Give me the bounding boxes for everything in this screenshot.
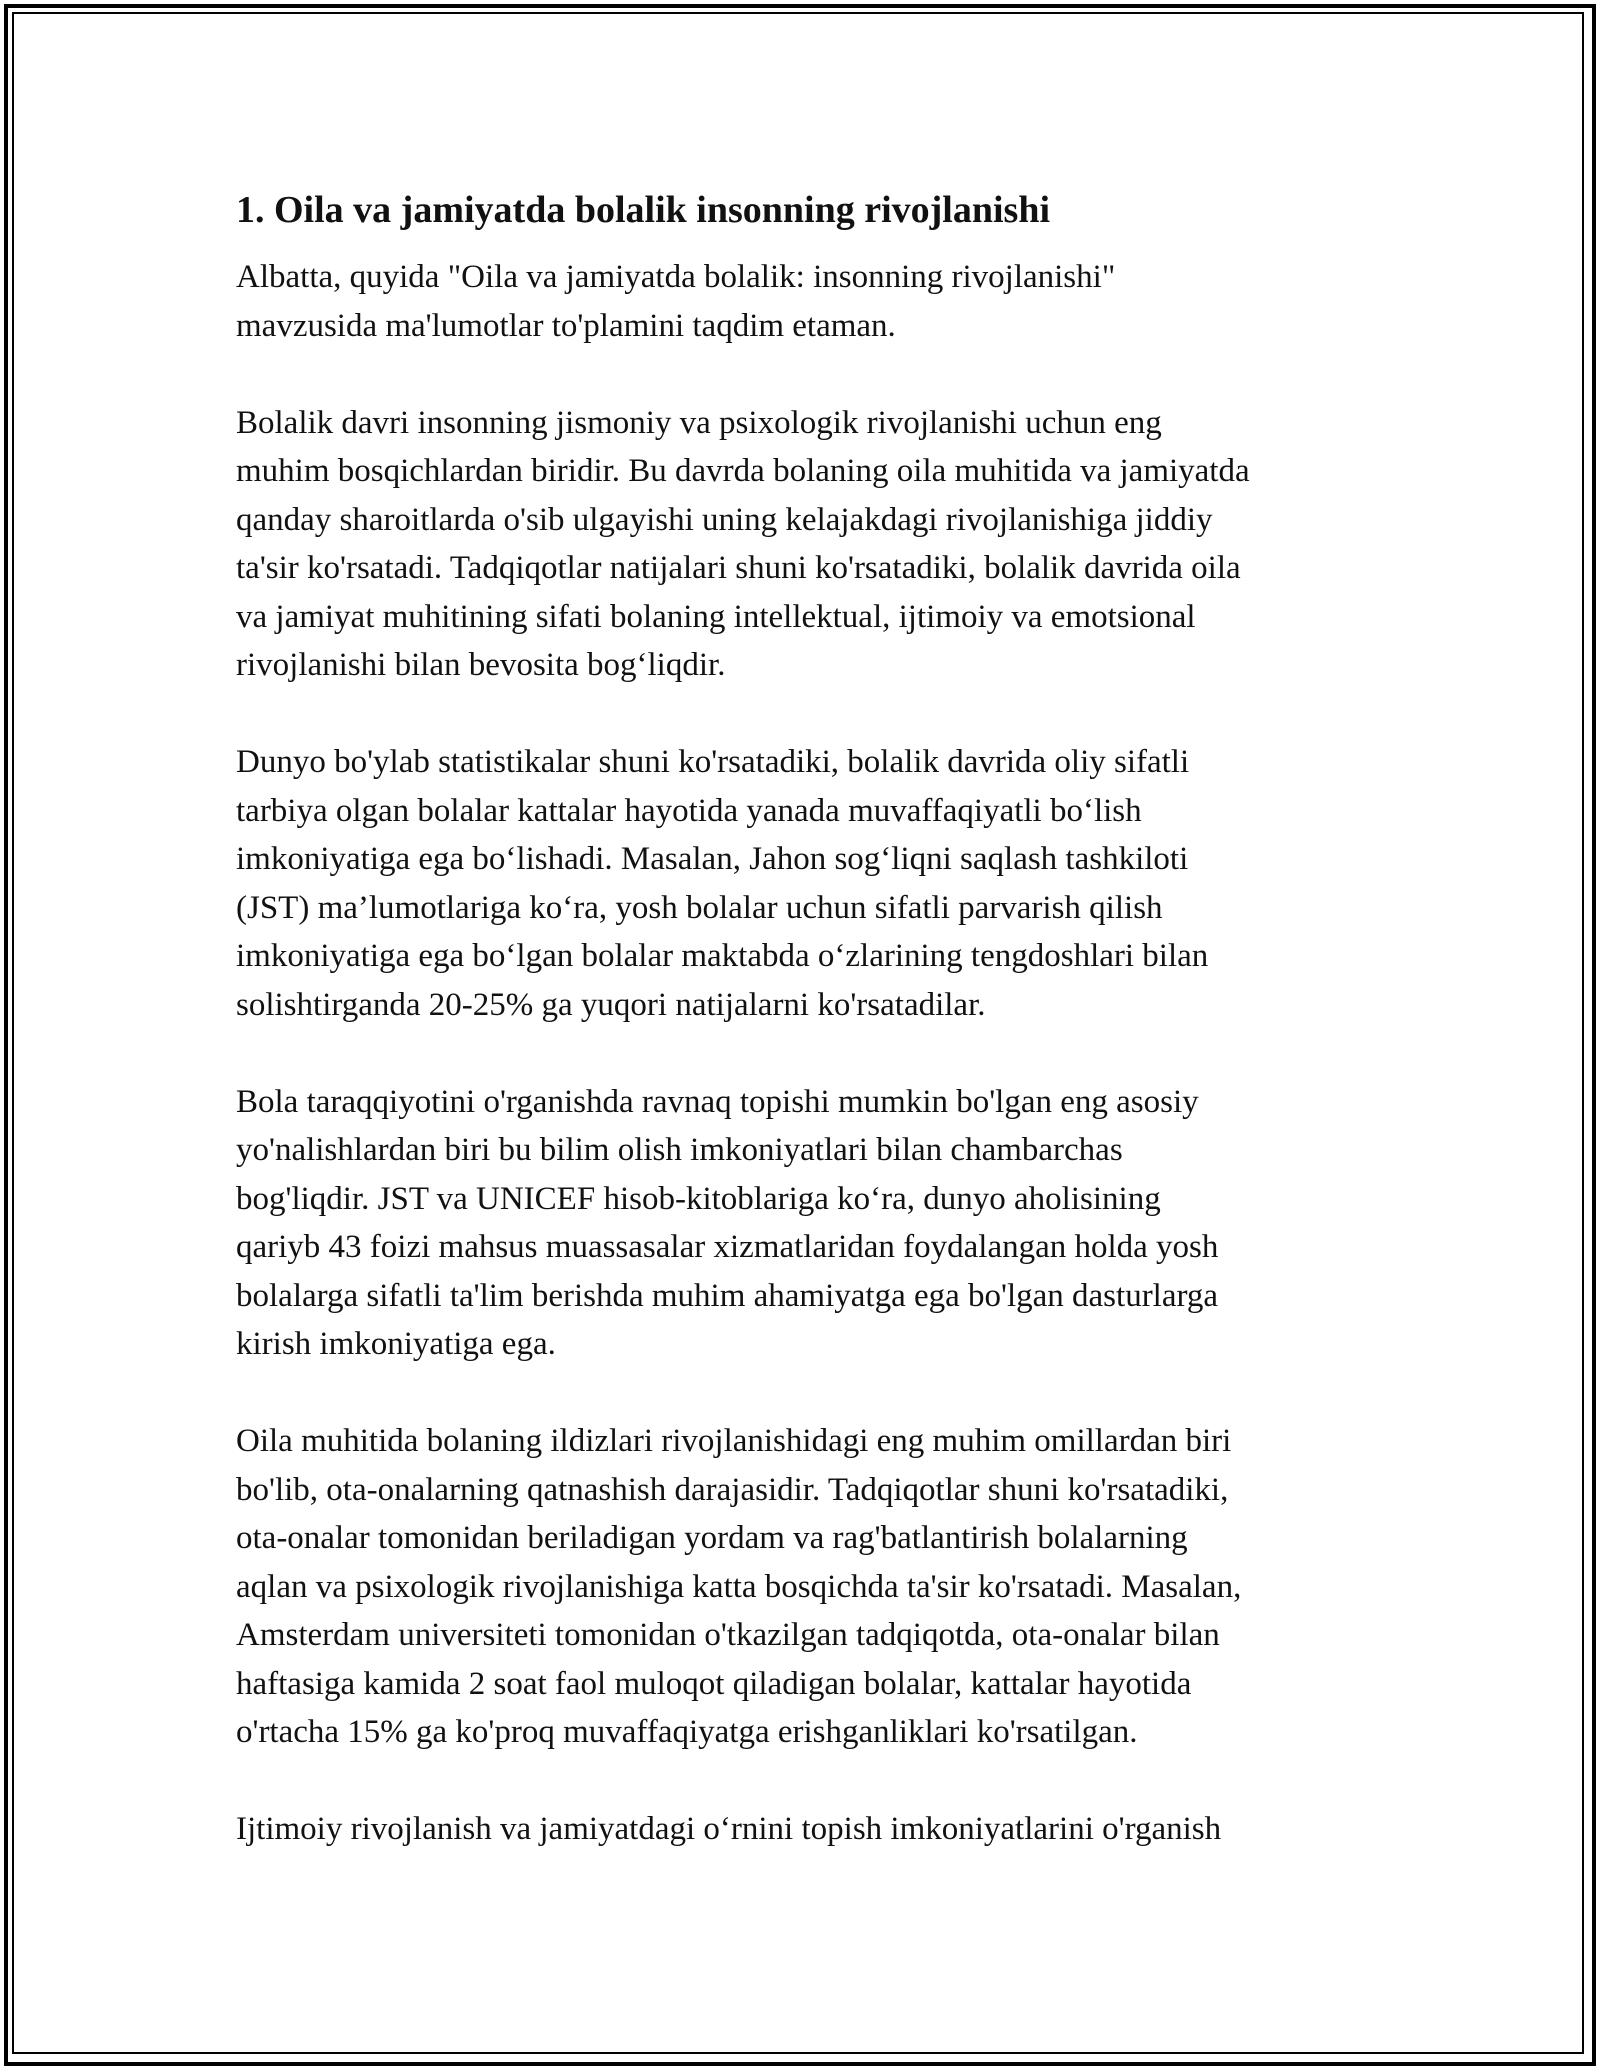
document-body xyxy=(236,185,1386,1902)
text-line: Oila muhitida bolaning ildizlari rivojlanishidagi eng muhim omillardan biri xyxy=(236,1423,1232,1459)
paragraph-childhood-period xyxy=(236,399,1386,690)
text-line: yo'nalishlardan biri bu bilim olish imkoniyatlari bilan chambarchas xyxy=(236,1132,1123,1168)
text-line: Albatta, quyida "Oila va jamiyatda bolalik: insonning rivojlanishi" xyxy=(236,259,1116,295)
text-line: kirish imkoniyatiga ega. xyxy=(236,1326,556,1362)
text-line: haftasiga kamida 2 soat faol muloqot qiladigan bolalar, kattalar hayotida xyxy=(236,1665,1192,1702)
text-line: qariyb 43 foizi mahsus muassasalar xizmatlaridan foydalangan holda yosh xyxy=(236,1229,1219,1265)
text-line: bo'lib, ota-onalarning qatnashish darajasidir. Tadqiqotlar shuni ko'rsatadiki, xyxy=(236,1471,1229,1508)
text-line: rivojlanishi bilan bevosita bog‘liqdir. xyxy=(236,647,726,683)
text-line: mavzusida ma'lumotlar to'plamini taqdim etaman. xyxy=(236,307,896,344)
text-line: qanday sharoitlarda o'sib ulgayishi uning kelajakdagi rivojlanishiga jiddiy xyxy=(236,501,1213,538)
text-line: Bolalik davri insonning jismoniy va psixologik rivojlanishi uchun eng xyxy=(236,404,1162,441)
paragraph-social-development xyxy=(236,1805,1386,1854)
text-line: bog'liqdir. JST va UNICEF hisob-kitoblariga ko‘ra, dunyo aholisining xyxy=(236,1180,1161,1217)
text-line: (JST) ma’lumotlariga ko‘ra, yosh bolalar uchun sifatli parvarish qilish xyxy=(236,889,1163,926)
text-line: imkoniyatiga ega bo‘lgan bolalar maktabda o‘zlarining tengdoshlari bilan xyxy=(236,938,1209,974)
paragraph-world-statistics xyxy=(236,738,1386,1029)
text-line: ta'sir ko'rsatadi. Tadqiqotlar natijalari shuni ko'rsatadiki, bolalik davrida oila xyxy=(236,550,1241,586)
paragraph-intro xyxy=(236,253,1386,350)
text-line: ota-onalar tomonidan beriladigan yordam va rag'batlantirish bolalarning xyxy=(236,1520,1188,1556)
text-line: o'rtacha 15% ga ko'proq muvaffaqiyatga erishganliklari ko'rsatilgan. xyxy=(236,1714,1138,1750)
text-line: muhim bosqichlardan biridir. Bu davrda bolaning oila muhitida va jamiyatda xyxy=(236,453,1250,489)
paragraph-education-access xyxy=(236,1078,1386,1369)
text-line: Bola taraqqiyotini o'rganishda ravnaq topishi mumkin bo'lgan eng asosiy xyxy=(236,1083,1199,1120)
text-line: bolalarga sifatli ta'lim berishda muhim ahamiyatga ega bo'lgan dasturlarga xyxy=(236,1277,1219,1314)
text-line: Ijtimoiy rivojlanish va jamiyatdagi o‘rnini topish imkoniyatlarini o'rganish xyxy=(236,1811,1222,1847)
document-title: 1. Oila va jamiyatda bolalik insonning rivojlanishi xyxy=(236,189,1051,231)
text-line: imkoniyatiga ega bo‘lishadi. Masalan, Jahon sog‘liqni saqlash tashkiloti xyxy=(236,841,1189,877)
text-line: Amsterdam universiteti tomonidan o'tkazilgan tadqiqotda, ota-onalar bilan xyxy=(236,1617,1220,1653)
paragraph-family-environment xyxy=(236,1417,1386,1757)
text-line: Dunyo bo'ylab statistikalar shuni ko'rsatadiki, bolalik davrida oliy sifatli xyxy=(236,744,1190,780)
text-line: aqlan va psixologik rivojlanishiga katta bosqichda ta'sir ko'rsatadi. Masalan, xyxy=(236,1568,1242,1605)
text-line: tarbiya olgan bolalar kattalar hayotida yanada muvaffaqiyatli bo‘lish xyxy=(236,792,1142,829)
text-line: solishtirganda 20-25% ga yuqori natijalarni ko'rsatadilar. xyxy=(236,986,986,1023)
text-line: va jamiyat muhitining sifati bolaning intellektual, ijtimoiy va emotsional xyxy=(236,598,1196,635)
